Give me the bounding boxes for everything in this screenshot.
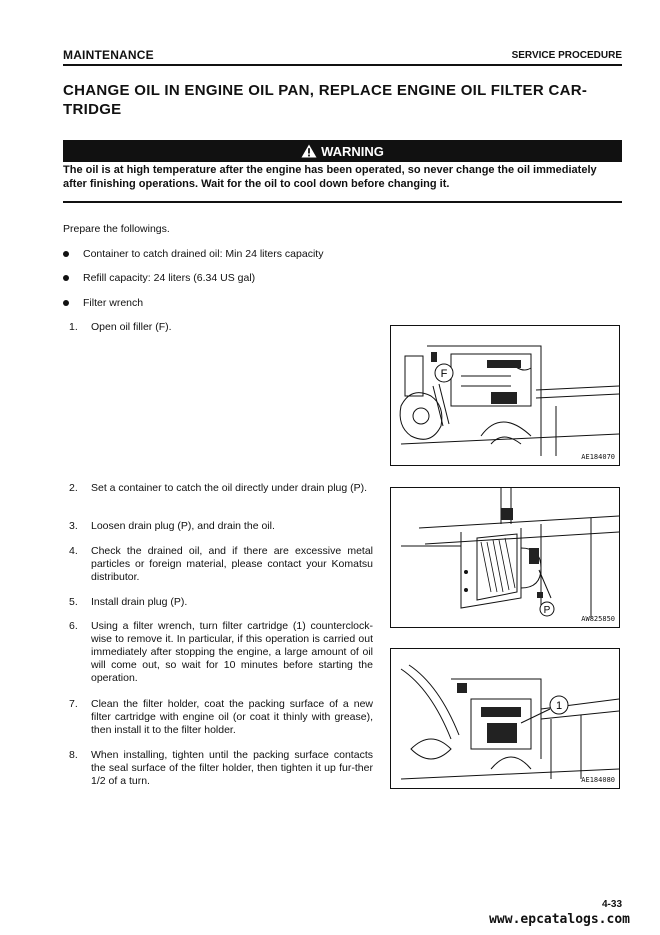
figure-filter-cartridge — [390, 648, 620, 789]
step-text: Install drain plug (P). — [91, 596, 188, 608]
step-text: Loosen drain plug (P), and drain the oil. — [91, 520, 275, 532]
engine-drawing-filter-cartridge — [391, 649, 619, 788]
bullet-text: Filter wrench — [83, 297, 144, 309]
step-text: Using a filter wrench, turn filter cartridge (1) counterclock-wise to remove it. In particular, if this operation is carried out immediately after stopping the engine, a large amount of oil will come out, so wait for 10 minutes before starting the operation. — [91, 620, 373, 684]
procedure-header: SERVICE PROCEDURE — [511, 50, 622, 61]
step-number: 5. — [69, 596, 78, 608]
step-number: 2. — [69, 482, 78, 494]
warning-divider — [63, 201, 622, 203]
step-text: Check the drained oil, and if there are excessive metal particles or foreign material, please contact your Komatsu distributor. — [91, 545, 373, 583]
figure-code: AE184070 — [581, 453, 615, 461]
intro-text: Prepare the followings. — [63, 223, 170, 235]
step-number: 8. — [69, 749, 78, 761]
bullet-text: Container to catch drained oil: Min 24 liters capacity — [83, 248, 324, 260]
figure-oil-filler — [390, 325, 620, 466]
page-number: 4-33 — [601, 899, 622, 910]
engine-drawing-oil-filler — [391, 326, 619, 465]
step-text: Open oil filler (F). — [91, 321, 172, 333]
warning-label: WARNING — [321, 143, 384, 159]
bullet-icon — [63, 275, 69, 281]
callout-label: F — [440, 368, 448, 380]
callout-label: P — [543, 605, 551, 616]
bullet-icon — [63, 300, 69, 306]
page-title: CHANGE OIL IN ENGINE OIL PAN, REPLACE ENGINE OIL FILTER CAR-TRIDGE — [63, 82, 588, 118]
step-number: 4. — [69, 545, 78, 557]
step-text: When installing, tighten until the packing surface contacts the seal surface of the filter holder, then tighten it up fur-ther 1/2 of a turn. — [91, 749, 373, 787]
step-number: 6. — [69, 620, 78, 632]
step-number: 3. — [69, 520, 78, 532]
warning-triangle-icon — [301, 144, 317, 158]
header-divider — [63, 64, 622, 66]
bullet-text: Refill capacity: 24 liters (6.34 US gal) — [83, 272, 256, 284]
step-number: 1. — [69, 321, 78, 333]
engine-drawing-drain-plug — [391, 488, 619, 627]
warning-banner — [63, 140, 622, 162]
warning-text: The oil is at high temperature after the engine has been operated, so never change the oil immediately after finishing operations. Wait for the oil to cool down before changing it. — [63, 164, 597, 190]
bullet-icon — [63, 251, 69, 257]
step-text: Clean the filter holder, coat the packing surface of a new filter cartridge with engine oil (or coat it thinly with grease), then install it to the filter holder. — [91, 698, 373, 736]
figure-code: AE184080 — [581, 776, 615, 784]
figure-code: AW825850 — [581, 615, 615, 623]
callout-label: 1 — [555, 700, 563, 712]
figure-drain-plug — [390, 487, 620, 628]
section-header: MAINTENANCE — [63, 48, 154, 62]
step-number: 7. — [69, 698, 78, 710]
step-text: Set a container to catch the oil directly under drain plug (P). — [91, 482, 368, 494]
watermark-link[interactable]: www.epcatalogs.com — [489, 912, 630, 927]
